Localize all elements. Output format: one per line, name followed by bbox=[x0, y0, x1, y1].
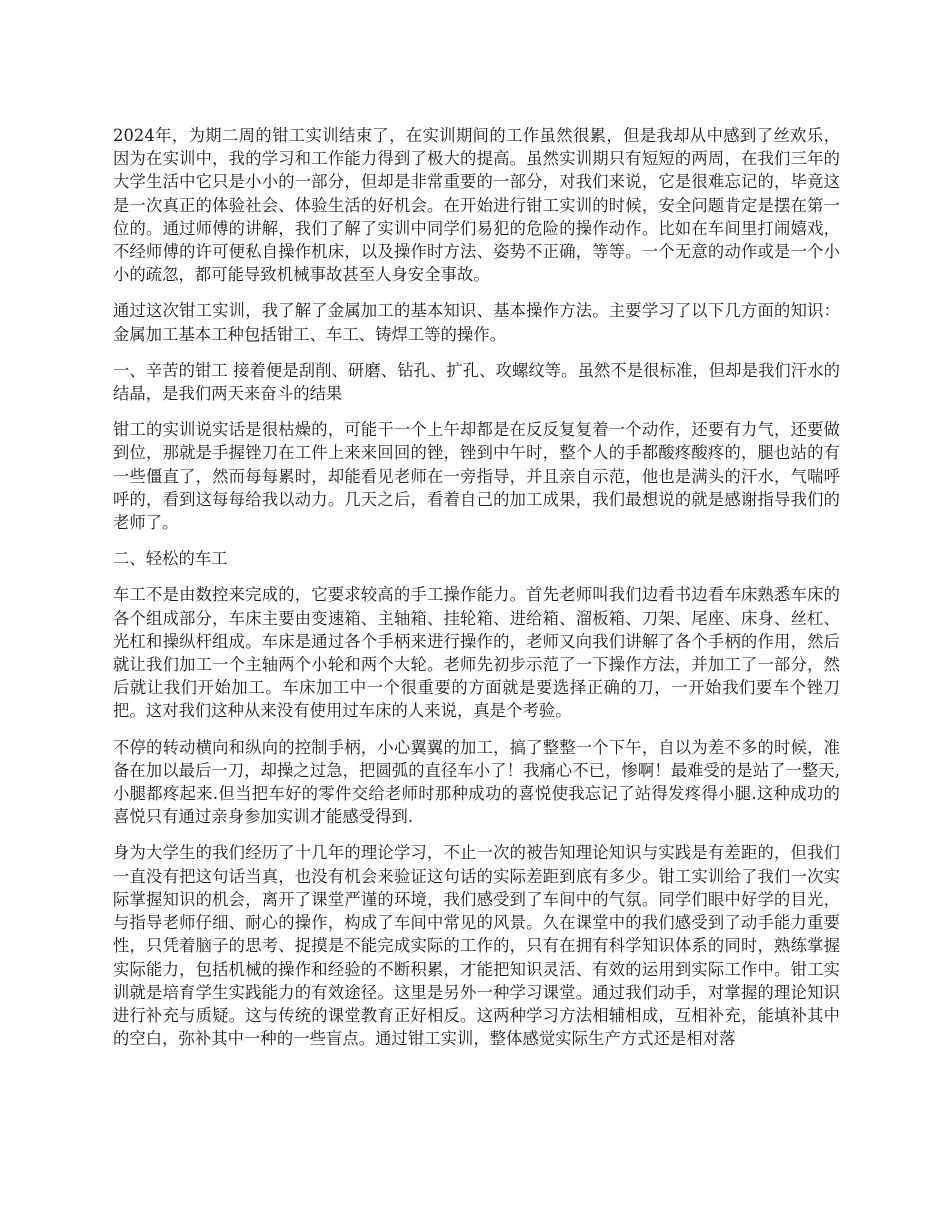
paragraph-reflection: 身为大学生的我们经历了十几年的理论学习，不止一次的被告知理论知识与实践是有差距的，但我们一直没有把这句话当真，也没有机会来验证这句话的实际差距到底有多少。钳工实训给了我们一次实际掌握知识的机会，离开了课堂严谨的环境，我们感受到了车间中的气氛。同学们眼中好学的目光，与指导老师仔细、耐心的操作，构成了车间中常见的风景。久在课堂中的我们感受到了动手能力重要性，只凭着脑子的思考、捉摸是不能完成实际的工作的，只有在拥有科学知识体系的同时，熟练掌握实际能力，包括机械的操作和经验的不断积累，才能把知识灵活、有效的运用到实际工作中。钳工实训就是培育学生实践能力的有效途径。这里是另外一种学习课堂。通过我们动手，对掌握的理论知识进行补充与质疑。这与传统的课堂教育正好相反。这两种学习方法相辅相成，互相补充，能填补其中的空白，弥补其中一种的一些盲点。通过钳工实训，整体感觉实际生产方式还是相对落 bbox=[113, 843, 840, 1049]
paragraph-lathe-experience: 不停的转动横向和纵向的控制手柄，小心翼翼的加工，搞了整整一个下午，自以为差不多的时候，准备在加以最后一刀，却操之过急，把圆弧的直径车小了！我痛心不已，惨啊！最难受的是站了一整天,小腿都疼起来.但当把车好的零件交给老师时那种成功的喜悦使我忘记了站得发疼得小腿.这种成功的喜悦只有通过亲身参加实训才能感受得到. bbox=[113, 737, 840, 827]
paragraph-lathe-intro: 车工不是由数控来完成的，它要求较高的手工操作能力。首先老师叫我们边看书边看车床熟悉车床的各个组成部分，车床主要由变速箱、主轴箱、挂轮箱、进给箱、溜板箱、刀架、尾座、床身、丝杠、光杠和操纵杆组成。车床是通过各个手柄来进行操作的，老师又向我们讲解了各个手柄的作用，然后就让我们加工一个主轴两个小轮和两个大轮。老师先初步示范了一下操作方法，并加工了一部分，然后就让我们开始加工。车床加工中一个很重要的方面就是要选择正确的刀，一开始我们要车个锉刀把。这对我们这种从来没有使用过车床的人来说，真是个考验。 bbox=[113, 585, 840, 721]
paragraph-fitter-detail: 钳工的实训说实话是很枯燥的，可能干一个上午却都是在反反复复着一个动作，还要有力气，还要做到位，那就是手握锉刀在工件上来来回回的锉，锉到中午时，整个人的手都酸疼酸疼的，腿也站的有一些僵直了，然而每每累时，却能看见老师在一旁指导，并且亲自示范，他也是满头的汗水，气喘呼呼的，看到这每每给我以动力。几天之后，看着自己的加工成果，我们最想说的就是感谢指导我们的老师了。 bbox=[113, 420, 840, 533]
section-heading-lathe: 二、轻松的车工 bbox=[113, 549, 228, 569]
paragraph-fitter-heading: 一、辛苦的钳工 接着便是刮削、研磨、钻孔、扩孔、攻螺纹等。虽然不是很标准，但却是我们汗水的结晶，是我们两天来奋斗的结果 bbox=[113, 360, 840, 404]
document-body bbox=[113, 124, 840, 1063]
paragraph-overview: 通过这次钳工实训，我了解了金属加工的基本知识、基本操作方法。主要学习了以下几方面的知识：金属加工基本工种包括钳工、车工、铸焊工等的操作。 bbox=[113, 301, 840, 344]
paragraph-intro: 2024年，为期二周的钳工实训结束了，在实训期间的工作虽然很累，但是我却从中感到了丝欢乐，因为在实训中，我的学习和工作能力得到了极大的提高。虽然实训期只有短短的两周，在我们三年的大学生活中它只是小小的一部分，但却是非常重要的一部分，对我们来说，它是很难忘记的，毕竟这是一次真正的体验社会、体验生活的好机会。在开始进行钳工实训的时候，安全问题肯定是摆在第一位的。通过师傅的讲解，我们了解了实训中同学们易犯的危险的操作动作。比如在车间里打闹嬉戏，不经师傅的许可便私自操作机床，以及操作时方法、姿势不正确，等等。一个无意的动作或是一个小小的疏忽，都可能导致机械事故甚至人身安全事故。 bbox=[113, 126, 840, 285]
